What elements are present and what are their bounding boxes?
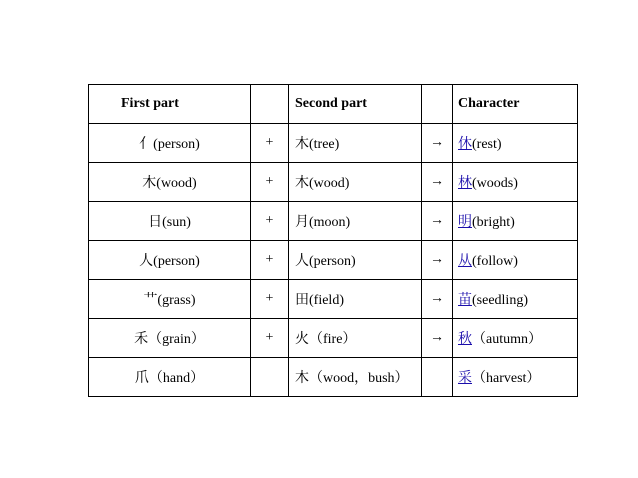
first-part-cell: 日(sun) [89, 202, 251, 241]
first-part-cell: 人(person) [89, 241, 251, 280]
table-row [89, 124, 578, 163]
arrow-icon: → [422, 241, 453, 280]
character-cell [453, 358, 578, 397]
character-meaning: (rest) [472, 137, 502, 152]
character-link[interactable]: 采 [458, 371, 472, 386]
second-part-cell: 木（wood，bush） [289, 358, 422, 397]
character-cell [453, 319, 578, 358]
character-cell [453, 241, 578, 280]
first-part-cell: 爪（hand） [89, 358, 251, 397]
arrow-icon: → [422, 319, 453, 358]
header-first-part: First part [89, 85, 251, 124]
character-meaning: (woods) [472, 176, 518, 191]
plus-sign: + [251, 202, 289, 241]
second-part-cell: 木(tree) [289, 124, 422, 163]
table-row [89, 280, 578, 319]
header-operator [251, 85, 289, 124]
arrow-icon: → [422, 202, 453, 241]
character-link[interactable]: 从 [458, 254, 472, 269]
arrow-icon [422, 358, 453, 397]
plus-sign [251, 358, 289, 397]
character-meaning: （harvest） [472, 371, 541, 386]
character-meaning: (bright) [472, 215, 515, 230]
plus-sign: + [251, 280, 289, 319]
character-link[interactable]: 秋 [458, 332, 472, 347]
header-arrow [422, 85, 453, 124]
character-cell [453, 280, 578, 319]
character-meaning: (follow) [472, 254, 518, 269]
character-cell [453, 124, 578, 163]
character-link[interactable]: 苗 [458, 293, 472, 308]
header-second-part: Second part [289, 85, 422, 124]
plus-sign: + [251, 124, 289, 163]
table-header-row [89, 85, 578, 124]
first-part-cell: 艹(grass) [89, 280, 251, 319]
plus-sign: + [251, 163, 289, 202]
arrow-icon: → [422, 124, 453, 163]
character-link[interactable]: 林 [458, 176, 472, 191]
character-link[interactable]: 休 [458, 137, 472, 152]
plus-sign: + [251, 319, 289, 358]
second-part-cell: 木(wood) [289, 163, 422, 202]
table-row [89, 163, 578, 202]
table-row [89, 319, 578, 358]
first-part-cell: 木(wood) [89, 163, 251, 202]
character-meaning: (seedling) [472, 293, 528, 308]
second-part-cell: 月(moon) [289, 202, 422, 241]
header-character: Character [453, 85, 578, 124]
second-part-cell: 田(field) [289, 280, 422, 319]
plus-sign: + [251, 241, 289, 280]
arrow-icon: → [422, 280, 453, 319]
character-link[interactable]: 明 [458, 215, 472, 230]
second-part-cell: 人(person) [289, 241, 422, 280]
table-row [89, 202, 578, 241]
table-row [89, 358, 578, 397]
character-cell [453, 163, 578, 202]
second-part-cell: 火（fire） [289, 319, 422, 358]
character-composition-table [88, 84, 578, 397]
character-cell [453, 202, 578, 241]
first-part-cell: 亻(person) [89, 124, 251, 163]
character-meaning: （autumn） [472, 332, 542, 347]
table-row [89, 241, 578, 280]
arrow-icon: → [422, 163, 453, 202]
first-part-cell: 禾（grain） [89, 319, 251, 358]
